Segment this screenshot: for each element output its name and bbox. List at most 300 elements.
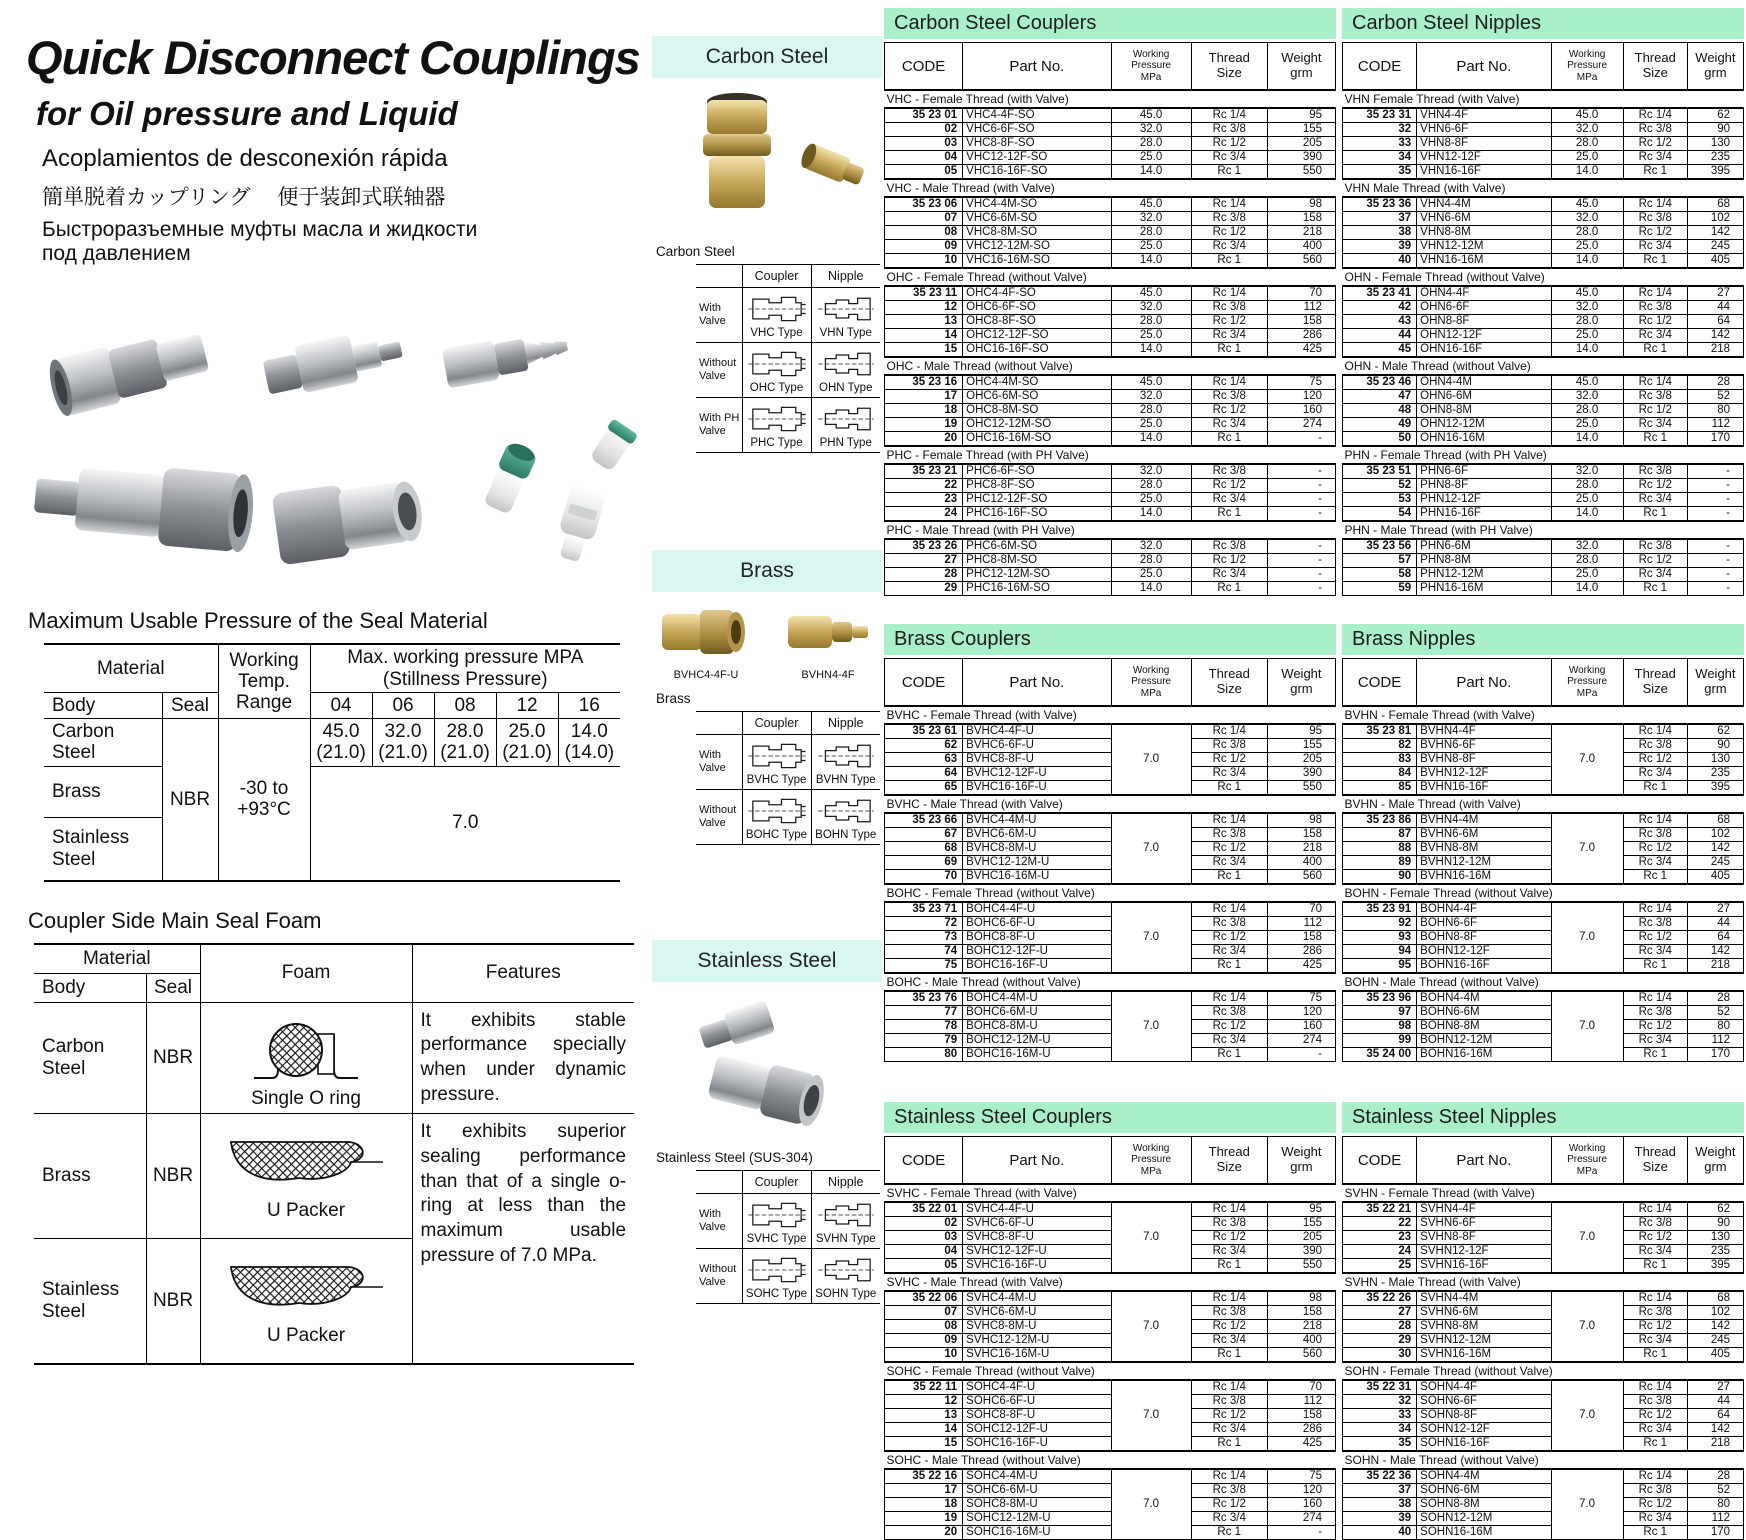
table-row bbox=[885, 1306, 1336, 1320]
part-no-cell: SVHN8-8F bbox=[1417, 1231, 1551, 1245]
part-no-cell: PHN12-12M bbox=[1417, 568, 1551, 582]
code-cell: 24 bbox=[885, 507, 963, 522]
thread-size-cell: Rc 1/2 bbox=[1191, 479, 1267, 493]
part-no-cell: OHC16-16F-SO bbox=[963, 343, 1111, 358]
part-no-cell: VHC6-6M-SO bbox=[963, 212, 1111, 226]
coupler-type-label: OHC Type bbox=[749, 382, 804, 394]
weight-cell: - bbox=[1267, 539, 1335, 554]
weight-cell: 158 bbox=[1267, 212, 1335, 226]
weight-cell: 52 bbox=[1687, 1484, 1743, 1498]
carbon-steel-couplers-grid bbox=[884, 42, 1336, 596]
table-row bbox=[885, 1409, 1336, 1423]
code-cell: 64 bbox=[885, 767, 963, 781]
weight-cell: 120 bbox=[1267, 1484, 1335, 1498]
section-heading: SOHN - Male Thread (without Valve) bbox=[1343, 1451, 1744, 1469]
part-no-cell: PHC8-8F-SO bbox=[963, 479, 1111, 493]
weight-cell: 155 bbox=[1267, 1217, 1335, 1231]
section-heading-row bbox=[1343, 179, 1744, 197]
part-no-cell: SVHN6-6M bbox=[1417, 1306, 1551, 1320]
part-no-cell: VHC16-16M-SO bbox=[963, 254, 1111, 269]
thread-size-cell: Rc 1 bbox=[1623, 1259, 1687, 1274]
stainless-steel-type-table-header bbox=[696, 1171, 880, 1194]
thread-size-cell: Rc 1/2 bbox=[1191, 1320, 1267, 1334]
part-no-cell: SOHC16-16F-U bbox=[963, 1437, 1111, 1452]
part-no-cell: SOHN12-12F bbox=[1417, 1423, 1551, 1437]
table-row bbox=[1343, 1334, 1744, 1348]
thread-size-cell: Rc 1/2 bbox=[1191, 1231, 1267, 1245]
part-no-cell: BOHC8-8F-U bbox=[963, 931, 1111, 945]
nipple-type-cell bbox=[811, 1194, 880, 1249]
thread-size-cell: Rc 1 bbox=[1191, 343, 1267, 358]
thread-size-cell: Rc 1/2 bbox=[1191, 137, 1267, 151]
weight-cell: 560 bbox=[1267, 254, 1335, 269]
carbon-features-text: It exhibits stable performance specially when under dynamic pressure. bbox=[412, 1002, 634, 1114]
table-row bbox=[885, 1291, 1336, 1306]
code-cell: 08 bbox=[885, 226, 963, 240]
code-cell: 35 23 36 bbox=[1343, 197, 1417, 212]
code-cell: 35 22 21 bbox=[1343, 1202, 1417, 1217]
code-cell: 35 22 16 bbox=[885, 1469, 963, 1484]
coupler-type-label: PHC Type bbox=[750, 437, 803, 449]
part-no-cell: SVHC8-8M-U bbox=[963, 1320, 1111, 1334]
weight-cell: 102 bbox=[1687, 212, 1743, 226]
part-no-cell: SOHN6-6F bbox=[1417, 1395, 1551, 1409]
thread-size-cell: Rc 3/4 bbox=[1191, 1245, 1267, 1259]
weight-cell: 218 bbox=[1687, 1437, 1743, 1452]
valve-option-label: Without Valve bbox=[696, 343, 742, 398]
code-cell: 94 bbox=[1343, 945, 1417, 959]
section-heading-row bbox=[1343, 884, 1744, 902]
thread-size-cell: Rc 1/2 bbox=[1191, 315, 1267, 329]
weight-cell: 390 bbox=[1267, 767, 1335, 781]
part-no-cell: BOHC6-6M-U bbox=[963, 1006, 1111, 1020]
thread-size-cell: Rc 3/8 bbox=[1191, 1217, 1267, 1231]
code-cell: 35 23 26 bbox=[885, 539, 963, 554]
part-no-cell: OHN4-4M bbox=[1417, 375, 1551, 390]
part-no-cell: SVHN16-16F bbox=[1417, 1259, 1551, 1274]
part-no-cell: SOHC12-12M-U bbox=[963, 1512, 1111, 1526]
pressure-cell: 7.0 bbox=[1111, 1291, 1191, 1362]
pressure-cell: 25.0 bbox=[1111, 493, 1191, 507]
section-heading-row bbox=[1343, 1362, 1744, 1380]
part-no-cell: OHN12-12F bbox=[1417, 329, 1551, 343]
thread-size-cell: Rc 3/8 bbox=[1623, 828, 1687, 842]
part-no-cell: BVHC6-6F-U bbox=[963, 739, 1111, 753]
table-row bbox=[1343, 1202, 1744, 1217]
stainless-steel-section bbox=[652, 940, 882, 1304]
weight-cell: 218 bbox=[1267, 1320, 1335, 1334]
code-cell: 35 23 21 bbox=[885, 464, 963, 479]
type-row bbox=[696, 1249, 880, 1304]
weight-cell: 155 bbox=[1267, 739, 1335, 753]
section-heading: SVHN - Female Thread (with Valve) bbox=[1343, 1184, 1744, 1202]
table-row bbox=[885, 329, 1336, 343]
pressure-cell: 25.0 bbox=[1111, 418, 1191, 432]
code-cell: 63 bbox=[885, 753, 963, 767]
brass-type-table-header bbox=[696, 712, 880, 735]
section-heading: SOHN - Female Thread (without Valve) bbox=[1343, 1362, 1744, 1380]
table-row bbox=[885, 991, 1336, 1006]
weight-cell: 170 bbox=[1687, 1048, 1743, 1062]
thread-size-cell: Rc 1 bbox=[1623, 781, 1687, 796]
thread-size-cell: Rc 1 bbox=[1191, 1526, 1267, 1540]
part-no-cell: OHC12-12F-SO bbox=[963, 329, 1111, 343]
part-no-column-header: Part No. bbox=[1417, 43, 1551, 91]
single-o-ring-label: Single O ring bbox=[251, 1087, 361, 1109]
foam-row-carbon-body: Carbon Steel bbox=[34, 1002, 146, 1114]
part-no-cell: VHC6-6F-SO bbox=[963, 123, 1111, 137]
pressure-cell: 14.0 bbox=[1111, 343, 1191, 358]
weight-cell: 44 bbox=[1687, 301, 1743, 315]
table-row bbox=[885, 959, 1336, 974]
thread-size-cell: Rc 1 bbox=[1191, 432, 1267, 447]
weight-cell: 405 bbox=[1687, 254, 1743, 269]
table-row bbox=[885, 1498, 1336, 1512]
weight-cell: 235 bbox=[1687, 151, 1743, 165]
weight-cell: 235 bbox=[1687, 1245, 1743, 1259]
table-row bbox=[1343, 1320, 1744, 1334]
section-heading: BVHC - Male Thread (with Valve) bbox=[885, 795, 1336, 813]
weight-cell: 52 bbox=[1687, 390, 1743, 404]
stainless-steel-couplers-table bbox=[884, 1102, 1336, 1540]
weight-cell: 64 bbox=[1687, 931, 1743, 945]
pressure-cell: 32.0 bbox=[1551, 539, 1623, 554]
code-cell: 38 bbox=[1343, 1498, 1417, 1512]
weight-cell: 205 bbox=[1267, 753, 1335, 767]
part-no-cell: BOHN12-12F bbox=[1417, 945, 1551, 959]
code-cell: 24 bbox=[1343, 1245, 1417, 1259]
thread-size-cell: Rc 1 bbox=[1623, 1348, 1687, 1363]
left-column bbox=[26, 22, 642, 1365]
pressure-cell: 32.0 bbox=[1111, 123, 1191, 137]
weight-cell: 44 bbox=[1687, 1395, 1743, 1409]
thread-size-cell: Rc 3/8 bbox=[1191, 917, 1267, 931]
u-packer-diagram bbox=[221, 1132, 391, 1198]
part-no-cell: PHN8-8M bbox=[1417, 554, 1551, 568]
pressure-cell: 25.0 bbox=[1551, 493, 1623, 507]
table-row bbox=[1343, 240, 1744, 254]
carbon-steel-couplers-title: Carbon Steel Couplers bbox=[884, 8, 1336, 39]
carbon-steel-type-table-header bbox=[696, 265, 880, 288]
weight-cell: - bbox=[1267, 432, 1335, 447]
coupler-column-header: Coupler bbox=[742, 712, 811, 735]
nipple-schematic-icon bbox=[813, 1253, 880, 1287]
weight-cell: 425 bbox=[1267, 1437, 1335, 1452]
thread-size-column-header: Thread Size bbox=[1191, 43, 1267, 91]
section-heading-row bbox=[885, 268, 1336, 286]
foam-table-title: Coupler Side Main Seal Foam bbox=[28, 907, 322, 933]
part-no-cell: SOHN16-16M bbox=[1417, 1526, 1551, 1540]
nipple-type-label: VHN Type bbox=[819, 327, 872, 339]
thread-size-cell: Rc 1 bbox=[1191, 781, 1267, 796]
nipple-type-label: OHN Type bbox=[819, 382, 873, 394]
thread-size-cell: Rc 3/4 bbox=[1623, 1034, 1687, 1048]
pressure-cell: 25.0 bbox=[1111, 151, 1191, 165]
code-cell: 72 bbox=[885, 917, 963, 931]
thread-size-cell: Rc 1/2 bbox=[1623, 315, 1687, 329]
thread-size-cell: Rc 1/2 bbox=[1191, 404, 1267, 418]
weight-cell: 98 bbox=[1267, 813, 1335, 828]
pressure-cell: 32.0 bbox=[1111, 301, 1191, 315]
pressure-cell: 25.0 bbox=[1111, 240, 1191, 254]
thread-size-cell: Rc 1 bbox=[1191, 254, 1267, 269]
weight-cell: 80 bbox=[1687, 1020, 1743, 1034]
section-heading-row bbox=[885, 1362, 1336, 1380]
part-no-column-header: Part No. bbox=[1417, 1137, 1551, 1185]
carbon-steel-couplers-table bbox=[884, 8, 1336, 596]
code-cell: 98 bbox=[1343, 1020, 1417, 1034]
nipple-column-header: Nipple bbox=[811, 1171, 880, 1194]
pressure-cell: 14.0 bbox=[1551, 432, 1623, 447]
code-cell: 09 bbox=[885, 1334, 963, 1348]
weight-cell: 120 bbox=[1267, 390, 1335, 404]
section-heading-row bbox=[885, 521, 1336, 539]
thread-size-cell: Rc 1/2 bbox=[1623, 226, 1687, 240]
table-row bbox=[885, 343, 1336, 358]
nipple-type-cell bbox=[811, 790, 880, 845]
table-row bbox=[885, 781, 1336, 796]
table-row bbox=[1343, 856, 1744, 870]
code-cell: 04 bbox=[885, 151, 963, 165]
table-row bbox=[1343, 226, 1744, 240]
code-cell: 42 bbox=[1343, 301, 1417, 315]
code-cell: 80 bbox=[885, 1048, 963, 1062]
stainless-steel-nipples-table bbox=[1342, 1102, 1744, 1540]
code-cell: 35 23 81 bbox=[1343, 724, 1417, 739]
section-heading: BOHC - Female Thread (without Valve) bbox=[885, 884, 1336, 902]
part-no-cell: VHN4-4M bbox=[1417, 197, 1551, 212]
thread-size-cell: Rc 3/8 bbox=[1191, 464, 1267, 479]
weight-cell: 68 bbox=[1687, 1291, 1743, 1306]
weight-cell: 52 bbox=[1687, 1006, 1743, 1020]
section-heading: PHC - Male Thread (with PH Valve) bbox=[885, 521, 1336, 539]
pressure-cell: 7.0 bbox=[1551, 1380, 1623, 1451]
table-row bbox=[1343, 329, 1744, 343]
pressure-cell: 45.0 bbox=[1551, 375, 1623, 390]
code-cell: 34 bbox=[1343, 1423, 1417, 1437]
thread-size-cell: Rc 1/2 bbox=[1191, 753, 1267, 767]
part-no-cell: OHN8-8F bbox=[1417, 315, 1551, 329]
code-cell: 35 22 06 bbox=[885, 1291, 963, 1306]
pressure-cell: 25.0 bbox=[1551, 240, 1623, 254]
weight-cell: 98 bbox=[1267, 1291, 1335, 1306]
table-row bbox=[1343, 315, 1744, 329]
table-row bbox=[1343, 945, 1744, 959]
pressure-cell: 25.0 bbox=[1551, 329, 1623, 343]
weight-cell: 425 bbox=[1267, 343, 1335, 358]
thread-size-cell: Rc 1/4 bbox=[1623, 286, 1687, 301]
code-cell: 90 bbox=[1343, 870, 1417, 885]
weight-cell: 130 bbox=[1687, 1231, 1743, 1245]
working-pressure-column-header: Working Pressure MPa bbox=[1111, 1137, 1191, 1185]
carbon-steel-nipples-column-headers bbox=[1343, 43, 1744, 91]
pressure-cell: 32.0 bbox=[1551, 390, 1623, 404]
code-cell: 35 23 31 bbox=[1343, 108, 1417, 123]
weight-cell: 158 bbox=[1267, 828, 1335, 842]
weight-cell: 425 bbox=[1267, 959, 1335, 974]
working-pressure-column-header: Working Pressure MPa bbox=[1111, 43, 1191, 91]
foam-row-stainless-seal: NBR bbox=[146, 1239, 200, 1365]
part-no-cell: SOHN8-8F bbox=[1417, 1409, 1551, 1423]
brass-nipples-title: Brass Nipples bbox=[1342, 624, 1744, 655]
table-row bbox=[885, 1048, 1336, 1062]
pressure-cell: 14.0 bbox=[1111, 507, 1191, 522]
pressure-cell: 32.0 bbox=[1551, 212, 1623, 226]
part-no-cell: BVHN8-8F bbox=[1417, 753, 1551, 767]
weight-cell: 112 bbox=[1267, 917, 1335, 931]
part-no-cell: OHC16-16M-SO bbox=[963, 432, 1111, 447]
brass-nipple-photo-label: BVHN4-4F bbox=[801, 669, 855, 681]
weight-cell: - bbox=[1687, 554, 1743, 568]
part-no-cell: SVHN16-16M bbox=[1417, 1348, 1551, 1363]
code-cell: 07 bbox=[885, 212, 963, 226]
code-cell: 75 bbox=[885, 959, 963, 974]
thread-size-cell: Rc 1 bbox=[1623, 165, 1687, 180]
stainless-steel-sub-label: Stainless Steel (SUS-304) bbox=[656, 1150, 813, 1165]
table-row bbox=[1343, 418, 1744, 432]
section-heading: VHC - Female Thread (with Valve) bbox=[885, 90, 1336, 108]
carbon-steel-photo bbox=[661, 86, 873, 234]
carbon-pressure-08: 28.0 (21.0) bbox=[434, 719, 496, 767]
part-no-cell: OHC6-6F-SO bbox=[963, 301, 1111, 315]
section-heading-row bbox=[885, 795, 1336, 813]
thread-size-column-header: Thread Size bbox=[1191, 1137, 1267, 1185]
table-row bbox=[1343, 1231, 1744, 1245]
nipples-tables-column bbox=[1342, 8, 1744, 1540]
section-heading-row bbox=[885, 90, 1336, 108]
thread-size-cell: Rc 3/8 bbox=[1623, 917, 1687, 931]
thread-size-cell: Rc 1/2 bbox=[1623, 479, 1687, 493]
pressure-cell: 14.0 bbox=[1111, 582, 1191, 596]
section-heading: BVHC - Female Thread (with Valve) bbox=[885, 706, 1336, 724]
code-column-header: CODE bbox=[1343, 43, 1417, 91]
section-heading-row bbox=[1343, 795, 1744, 813]
thread-size-cell: Rc 1/2 bbox=[1623, 404, 1687, 418]
weight-cell: 90 bbox=[1687, 1217, 1743, 1231]
brass-nipple-photo bbox=[778, 600, 878, 662]
part-no-cell: BVHN16-16M bbox=[1417, 870, 1551, 885]
table-row bbox=[885, 813, 1336, 828]
table-row bbox=[1343, 828, 1744, 842]
thread-size-cell: Rc 3/4 bbox=[1191, 945, 1267, 959]
section-heading: BOHC - Male Thread (without Valve) bbox=[885, 973, 1336, 991]
coupler-schematic-icon bbox=[744, 402, 810, 436]
thread-size-cell: Rc 3/8 bbox=[1191, 1006, 1267, 1020]
part-no-cell: BVHN4-4M bbox=[1417, 813, 1551, 828]
pressure-cell: 32.0 bbox=[1111, 390, 1191, 404]
part-no-cell: OHN6-6M bbox=[1417, 390, 1551, 404]
nipple-type-cell bbox=[811, 288, 880, 343]
weight-cell: 158 bbox=[1267, 1409, 1335, 1423]
thread-size-cell: Rc 3/8 bbox=[1191, 212, 1267, 226]
thread-size-cell: Rc 3/8 bbox=[1191, 1395, 1267, 1409]
part-no-cell: OHN8-8M bbox=[1417, 404, 1551, 418]
weight-cell: 68 bbox=[1687, 813, 1743, 828]
pressure-cell: 45.0 bbox=[1111, 286, 1191, 301]
thread-size-cell: Rc 3/8 bbox=[1623, 390, 1687, 404]
thread-size-cell: Rc 1/4 bbox=[1623, 813, 1687, 828]
code-cell: 54 bbox=[1343, 507, 1417, 522]
part-no-cell: SOHC6-6F-U bbox=[963, 1395, 1111, 1409]
weight-cell: 142 bbox=[1687, 1423, 1743, 1437]
code-cell: 35 23 86 bbox=[1343, 813, 1417, 828]
thread-size-cell: Rc 3/8 bbox=[1623, 539, 1687, 554]
nipple-schematic-icon bbox=[813, 794, 880, 828]
part-no-cell: VHC4-4M-SO bbox=[963, 197, 1111, 212]
weight-cell: 158 bbox=[1267, 931, 1335, 945]
thread-size-cell: Rc 1/2 bbox=[1191, 1409, 1267, 1423]
part-no-cell: VHN6-6M bbox=[1417, 212, 1551, 226]
part-no-cell: BVHC16-16F-U bbox=[963, 781, 1111, 796]
code-cell: 10 bbox=[885, 254, 963, 269]
type-row bbox=[696, 1194, 880, 1249]
type-row bbox=[696, 343, 880, 398]
pressure-cell: 7.0 bbox=[1111, 724, 1191, 795]
part-no-cell: SOHN16-16F bbox=[1417, 1437, 1551, 1452]
part-no-cell: BVHC4-4M-U bbox=[963, 813, 1111, 828]
weight-cell: 400 bbox=[1267, 240, 1335, 254]
weight-cell: 560 bbox=[1267, 1348, 1335, 1363]
code-cell: 20 bbox=[885, 432, 963, 447]
weight-cell: 158 bbox=[1267, 315, 1335, 329]
valve-option-label: Without Valve bbox=[696, 790, 742, 845]
pressure-cell: 32.0 bbox=[1551, 464, 1623, 479]
code-cell: 82 bbox=[1343, 739, 1417, 753]
thread-size-cell: Rc 1/2 bbox=[1623, 1320, 1687, 1334]
table-row bbox=[885, 1259, 1336, 1274]
part-no-cell: BOHC4-4M-U bbox=[963, 991, 1111, 1006]
part-no-cell: BOHC4-4F-U bbox=[963, 902, 1111, 917]
valve-option-label: Without Valve bbox=[696, 1249, 742, 1304]
part-no-cell: OHC4-4M-SO bbox=[963, 375, 1111, 390]
thread-size-column-header: Thread Size bbox=[1623, 43, 1687, 91]
type-row bbox=[696, 398, 880, 453]
pressure-cell: 7.0 bbox=[1551, 1291, 1623, 1362]
weight-cell: 160 bbox=[1267, 1498, 1335, 1512]
code-cell: 73 bbox=[885, 931, 963, 945]
table-row bbox=[1343, 301, 1744, 315]
code-cell: 70 bbox=[885, 870, 963, 885]
weight-cell: 44 bbox=[1687, 917, 1743, 931]
weight-cell: 155 bbox=[1267, 123, 1335, 137]
part-no-cell: SOHN12-12M bbox=[1417, 1512, 1551, 1526]
weight-cell: 245 bbox=[1687, 1334, 1743, 1348]
table-row bbox=[1343, 931, 1744, 945]
section-heading-row bbox=[885, 357, 1336, 375]
table-row bbox=[1343, 108, 1744, 123]
thread-size-cell: Rc 1 bbox=[1191, 582, 1267, 596]
part-no-cell: BVHN12-12M bbox=[1417, 856, 1551, 870]
brass-nipples-table bbox=[1342, 624, 1744, 1062]
table-row bbox=[1343, 493, 1744, 507]
subtitle-russian-line1: Быстроразъемные муфты масла и жидкости bbox=[42, 218, 478, 241]
code-cell: 97 bbox=[1343, 1006, 1417, 1020]
part-no-cell: VHC8-8M-SO bbox=[963, 226, 1111, 240]
section-heading-row bbox=[1343, 706, 1744, 724]
weight-cell: - bbox=[1687, 568, 1743, 582]
weight-cell: 102 bbox=[1687, 828, 1743, 842]
part-no-cell: BVHN12-12F bbox=[1417, 767, 1551, 781]
table-row bbox=[885, 165, 1336, 180]
table-row bbox=[885, 151, 1336, 165]
weight-cell: - bbox=[1687, 493, 1743, 507]
thread-size-cell: Rc 1/4 bbox=[1623, 1380, 1687, 1395]
coupler-column-header: Coupler bbox=[742, 1171, 811, 1194]
thread-size-cell: Rc 1 bbox=[1191, 1348, 1267, 1363]
nipple-type-label: PHN Type bbox=[819, 437, 872, 449]
section-heading-row bbox=[885, 706, 1336, 724]
page-subtitle: for Oil pressure and Liquid bbox=[36, 95, 458, 132]
